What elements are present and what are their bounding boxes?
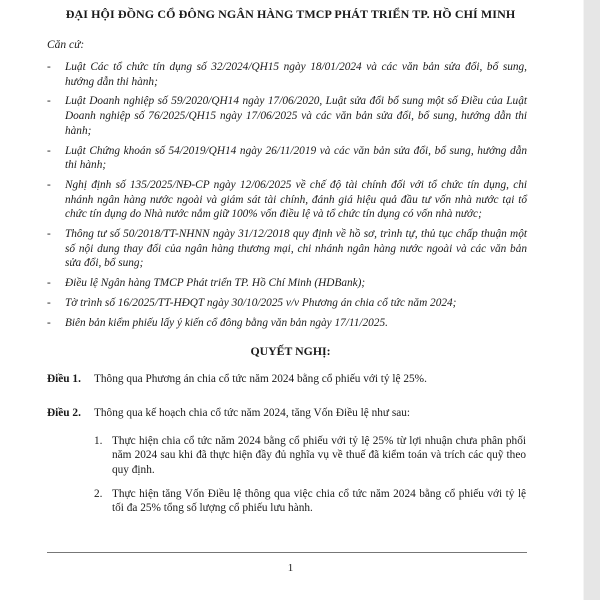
page-number: 1 bbox=[287, 562, 294, 575]
basis-item bbox=[47, 316, 527, 331]
item-number: 1. bbox=[94, 434, 103, 447]
article-2 bbox=[47, 406, 527, 421]
basis-item-text: Luật Các tổ chức tín dụng số 32/2024/QH15 ngày 18/01/2024 và các văn bản sửa đổi, bổ sung, hướng dẫn thi hành; bbox=[65, 61, 527, 88]
basis-item bbox=[47, 144, 527, 173]
basis-label: Căn cứ: bbox=[47, 39, 85, 51]
bullet-dash: - bbox=[47, 296, 51, 309]
article-text: Thông qua kế hoạch chia cổ tức năm 2024, tăng Vốn Điều lệ như sau: bbox=[94, 406, 411, 419]
bullet-dash: - bbox=[47, 144, 51, 157]
bullet-dash: - bbox=[47, 178, 51, 191]
vertical-scrollbar[interactable] bbox=[583, 0, 600, 600]
article-2-item bbox=[94, 487, 526, 516]
basis-item-text: Luật Chứng khoán số 54/2019/QH14 ngày 26/11/2019 và các văn bản sửa đổi, bổ sung, hướng dẫn thi hành; bbox=[65, 144, 527, 172]
basis-item bbox=[47, 60, 527, 89]
bullet-dash: - bbox=[47, 316, 51, 329]
basis-item bbox=[47, 178, 527, 222]
bullet-dash: - bbox=[47, 228, 51, 241]
basis-item bbox=[47, 296, 527, 311]
bullet-dash: - bbox=[47, 61, 51, 73]
document-title: ĐẠI HỘI ĐỒNG CỔ ĐÔNG NGÂN HÀNG TMCP PHÁT TRIỂN TP. HỒ CHÍ MINH bbox=[65, 7, 516, 21]
basis-item-text: Nghị định số 135/2025/NĐ-CP ngày 12/06/2025 về chế độ tài chính đối với tổ chức tín dụng, chi nhánh ngân hàng nước ngoài và giám sát tài chính, đánh giá hiệu quả đầu tư vốn nhà nước tại tổ chức tín dụng do Nhà nước nắm giữ 100% vốn điều lệ và tổ chức tín dụng có vốn nhà nước; bbox=[65, 178, 527, 221]
article-2-item bbox=[94, 434, 526, 478]
basis-item-text: Điều lệ Ngân hàng TMCP Phát triển TP. Hồ Chí Minh (HDBank); bbox=[65, 277, 366, 290]
item-number: 2. bbox=[94, 487, 103, 500]
article-text: Thông qua Phương án chia cổ tức năm 2024 bằng cổ phiếu với tỷ lệ 25%. bbox=[94, 373, 427, 386]
basis-item bbox=[47, 227, 527, 271]
item-text: Thực hiện tăng Vốn Điều lệ thông qua việc chia cổ tức năm 2024 bằng cổ phiếu với tỷ lệ tối đa 25% tổng số lượng cổ phiếu lưu hành. bbox=[112, 487, 526, 515]
basis-item-text: Biên bản kiểm phiếu lấy ý kiến cổ đông bằng văn bản ngày 17/11/2025. bbox=[65, 316, 388, 329]
basis-item bbox=[47, 276, 527, 291]
item-text: Thực hiện chia cổ tức năm 2024 bằng cổ phiếu với tỷ lệ 25% từ lợi nhuận chưa phân phối năm 2024 sau khi đã thực hiện đầy đủ nghĩa vụ về thuế đã kiểm toán và trích các quỹ theo quy định. bbox=[112, 434, 526, 477]
article-1 bbox=[47, 372, 527, 387]
resolution-heading: QUYẾT NGHỊ: bbox=[250, 344, 331, 359]
bullet-dash: - bbox=[47, 277, 51, 290]
basis-item-text: Thông tư số 50/2018/TT-NHNN ngày 31/12/2018 quy định về hồ sơ, trình tự, thủ tục chấp thuận một số nội dung thay đổi của ngân hàng thương mại, chi nhánh ngân hàng nước ngoài và các văn bản sửa đổi, bổ sung; bbox=[65, 228, 527, 270]
footer-divider bbox=[47, 552, 527, 553]
basis-item bbox=[47, 94, 527, 138]
article-label: Điều 1. bbox=[47, 373, 81, 386]
article-label: Điều 2. bbox=[47, 406, 81, 419]
basis-item-text: Luật Doanh nghiệp số 59/2020/QH14 ngày 17/06/2020, Luật sửa đổi bổ sung một số Điều của Luật Doanh nghiệp số 76/2025/QH15 ngày 17/06/2025 và các văn bản sửa đổi, bổ sung, hướng dẫn thi hành; bbox=[65, 95, 527, 137]
bullet-dash: - bbox=[47, 95, 51, 108]
basis-item-text: Tờ trình số 16/2025/TT-HĐQT ngày 30/10/2025 v/v Phương án chia cổ tức năm 2024; bbox=[65, 296, 457, 309]
